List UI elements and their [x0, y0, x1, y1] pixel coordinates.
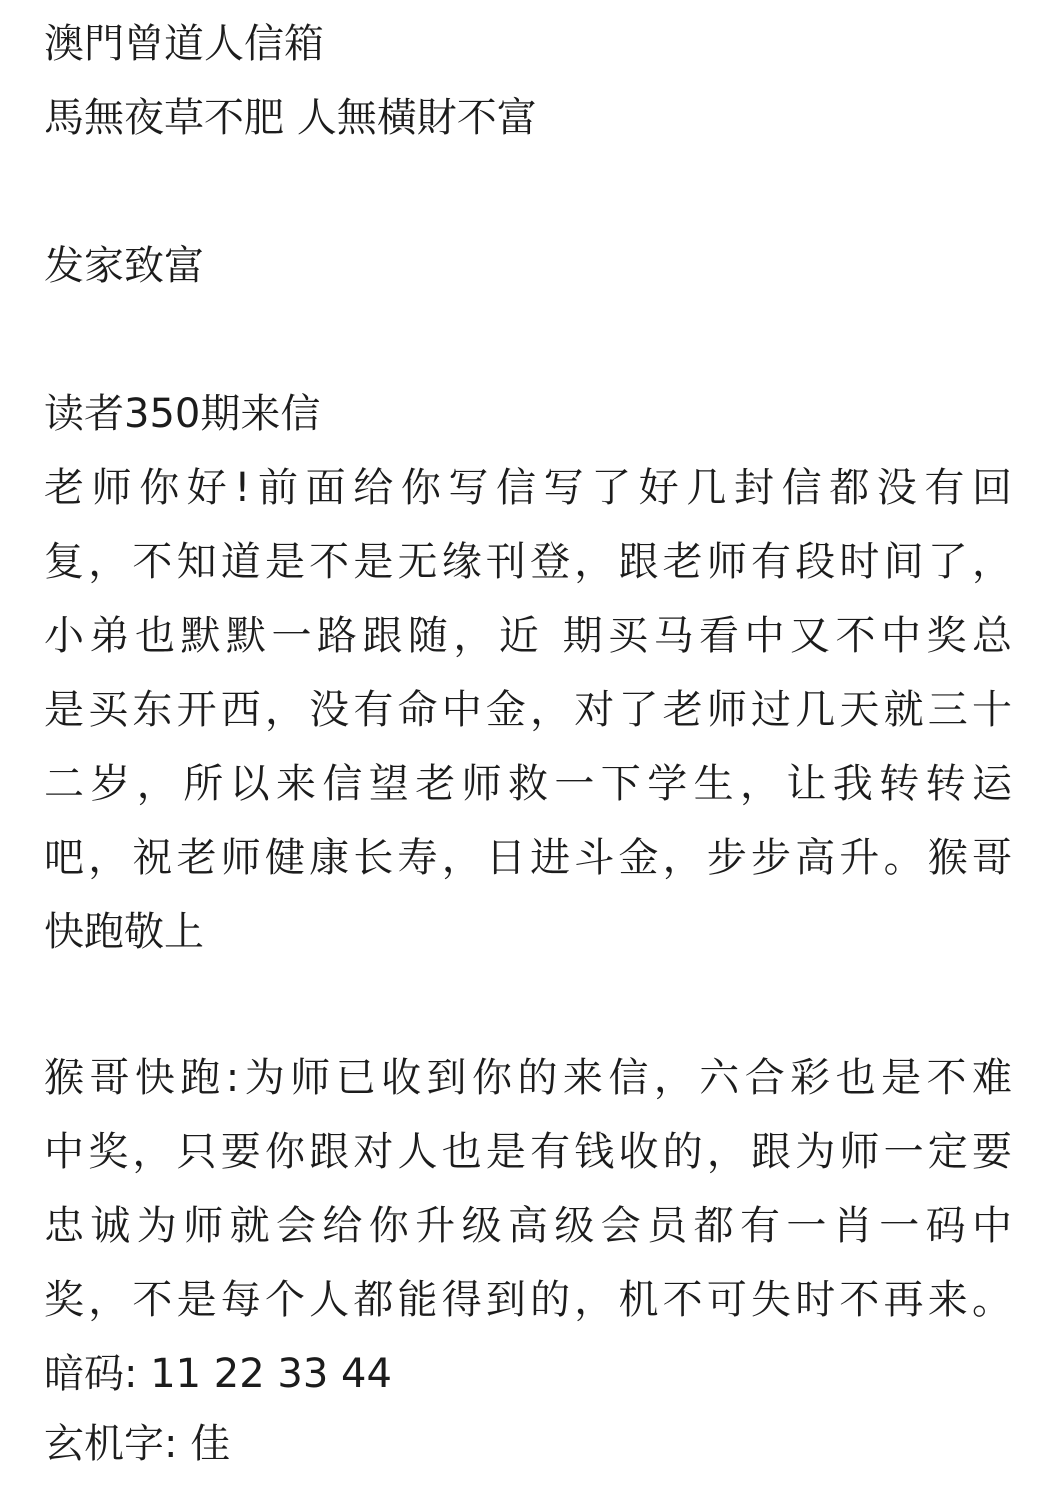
hint-word: 玄机字: 佳 — [44, 1421, 231, 1467]
letter-signature: 快跑敬上 — [44, 909, 204, 955]
reply-line: 中奖，只要你跟对人也是有钱收的，跟为师一定要 — [44, 1129, 1012, 1175]
slogan: 馬無夜草不肥 人無橫財不富 — [44, 95, 537, 141]
section-title: 发家致富 — [44, 243, 204, 289]
page-title: 澳門曾道人信箱 — [44, 21, 324, 67]
reply-line: 奖，不是每个人都能得到的，机不可失时不再来。 — [44, 1277, 1012, 1323]
letter-line: 小弟也默默一路跟随，近 期买马看中又不中奖总 — [44, 613, 1012, 659]
letter-line: 复，不知道是不是无缘刊登，跟老师有段时间了， — [44, 539, 1012, 585]
letter-issue: 读者350期来信 — [44, 391, 321, 437]
letter-line: 是买东开西，没有命中金，对了老师过几天就三十 — [44, 687, 1012, 733]
reply-line: 猴哥快跑:为师已收到你的来信，六合彩也是不难 — [44, 1055, 1012, 1101]
letter-line: 二岁，所以来信望老师救一下学生，让我转转运 — [44, 761, 1012, 807]
letter-line: 老师你好!前面给你写信写了好几封信都没有回 — [44, 465, 1012, 511]
letter-line: 吧，祝老师健康长寿，日进斗金，步步高升。猴哥 — [44, 835, 1012, 881]
secret-code: 暗码: 11 22 33 44 — [44, 1351, 392, 1397]
reply-line: 忠诚为师就会给你升级高级会员都有一肖一码中 — [44, 1203, 1012, 1249]
